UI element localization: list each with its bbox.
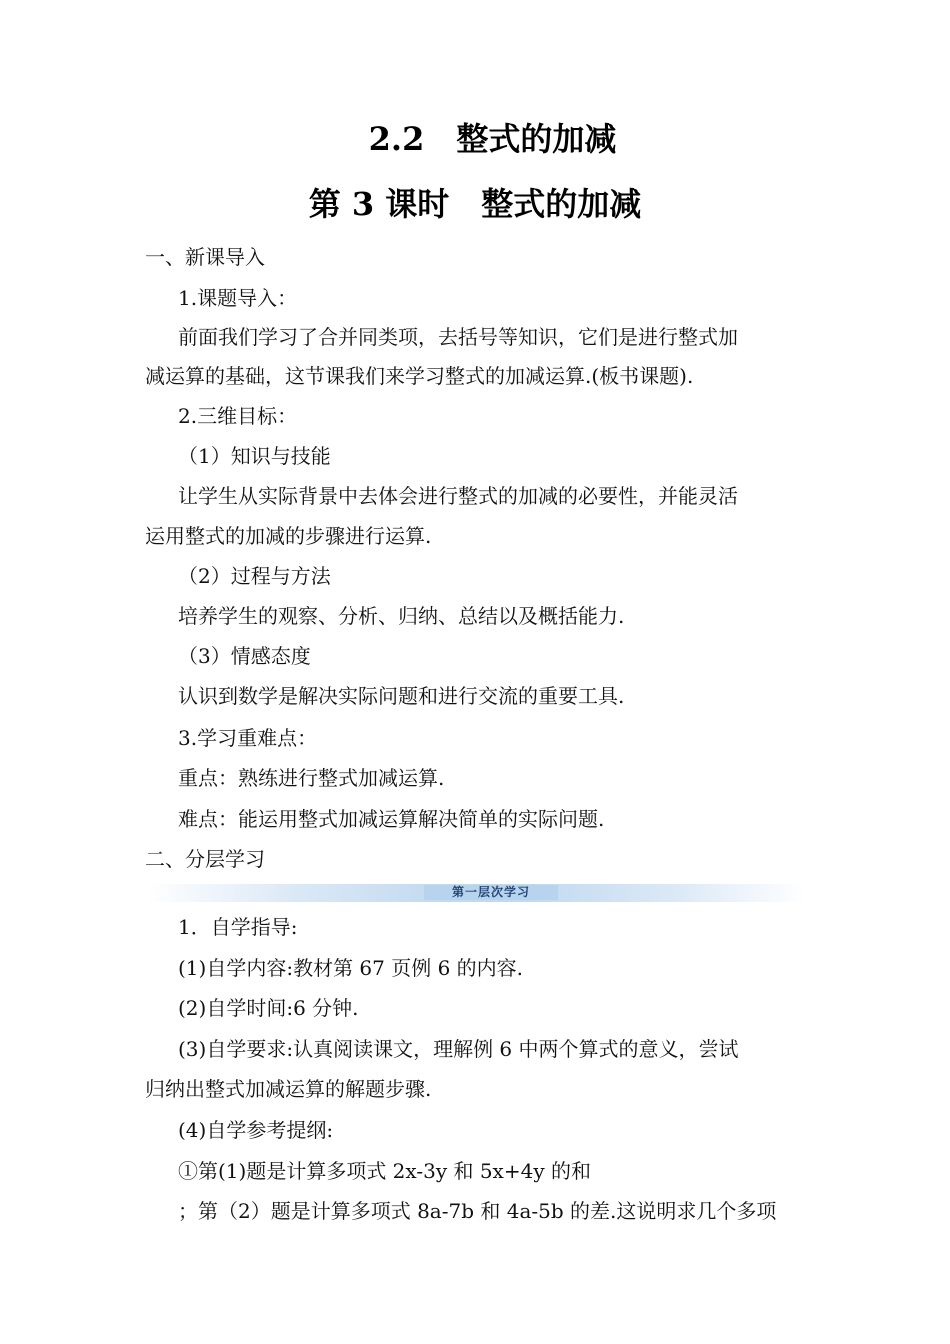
- list-item: (3)自学要求:认真阅读课文，理解例 6 中两个算式的意义，尝试: [178, 1037, 739, 1061]
- paragraph-line: 减运算的基础，这节课我们来学习整式的加减运算.(板书课题).: [145, 364, 694, 388]
- objective-attitude: （3）情感态度: [178, 644, 311, 668]
- banner-label: 第一层次学习: [424, 885, 558, 900]
- subheading-objectives: 2.三维目标：: [178, 404, 298, 428]
- subheading-topic-intro: 1.课题导入：: [178, 286, 298, 310]
- section-title: 2.2 整式的加减: [368, 120, 617, 158]
- subheading-key-points: 3.学习重难点：: [178, 726, 318, 750]
- heading-new-lesson: 一、新课导入: [145, 245, 265, 269]
- paragraph-line: 运用整式的加减的步骤进行运算.: [145, 524, 432, 548]
- paragraph-line: ①第(1)题是计算多项式 2x-3y 和 5x+4y 的和: [178, 1159, 591, 1183]
- objective-knowledge: （1）知识与技能: [178, 444, 331, 468]
- level-one-banner: [145, 884, 807, 902]
- paragraph-line: 认识到数学是解决实际问题和进行交流的重要工具.: [178, 684, 625, 708]
- paragraph-line: ；第（2）题是计算多项式 8a-7b 和 4a-5b 的差.这说明求几个多项: [178, 1199, 777, 1223]
- difficulty-line: 难点：能运用整式加减运算解决简单的实际问题.: [178, 807, 605, 831]
- lesson-title: 第 3 课时 整式的加减: [308, 185, 642, 223]
- heading-layered-learning: 二、分层学习: [145, 847, 265, 871]
- paragraph-line: 培养学生的观察、分析、归纳、总结以及概括能力.: [178, 604, 625, 628]
- paragraph-line: 归纳出整式加减运算的解题步骤.: [145, 1077, 432, 1101]
- subheading-self-study: 1．自学指导:: [178, 915, 298, 939]
- objective-process: （2）过程与方法: [178, 564, 331, 588]
- list-item: (1)自学内容:教材第 67 页例 6 的内容.: [178, 956, 524, 980]
- list-item: (4)自学参考提纲:: [178, 1118, 334, 1142]
- list-item: (2)自学时间:6 分钟.: [178, 996, 359, 1020]
- key-point-line: 重点：熟练进行整式加减运算.: [178, 766, 445, 790]
- paragraph-line: 让学生从实际背景中去体会进行整式的加减的必要性，并能灵活: [178, 484, 738, 508]
- paragraph-line: 前面我们学习了合并同类项，去括号等知识，它们是进行整式加: [178, 325, 738, 349]
